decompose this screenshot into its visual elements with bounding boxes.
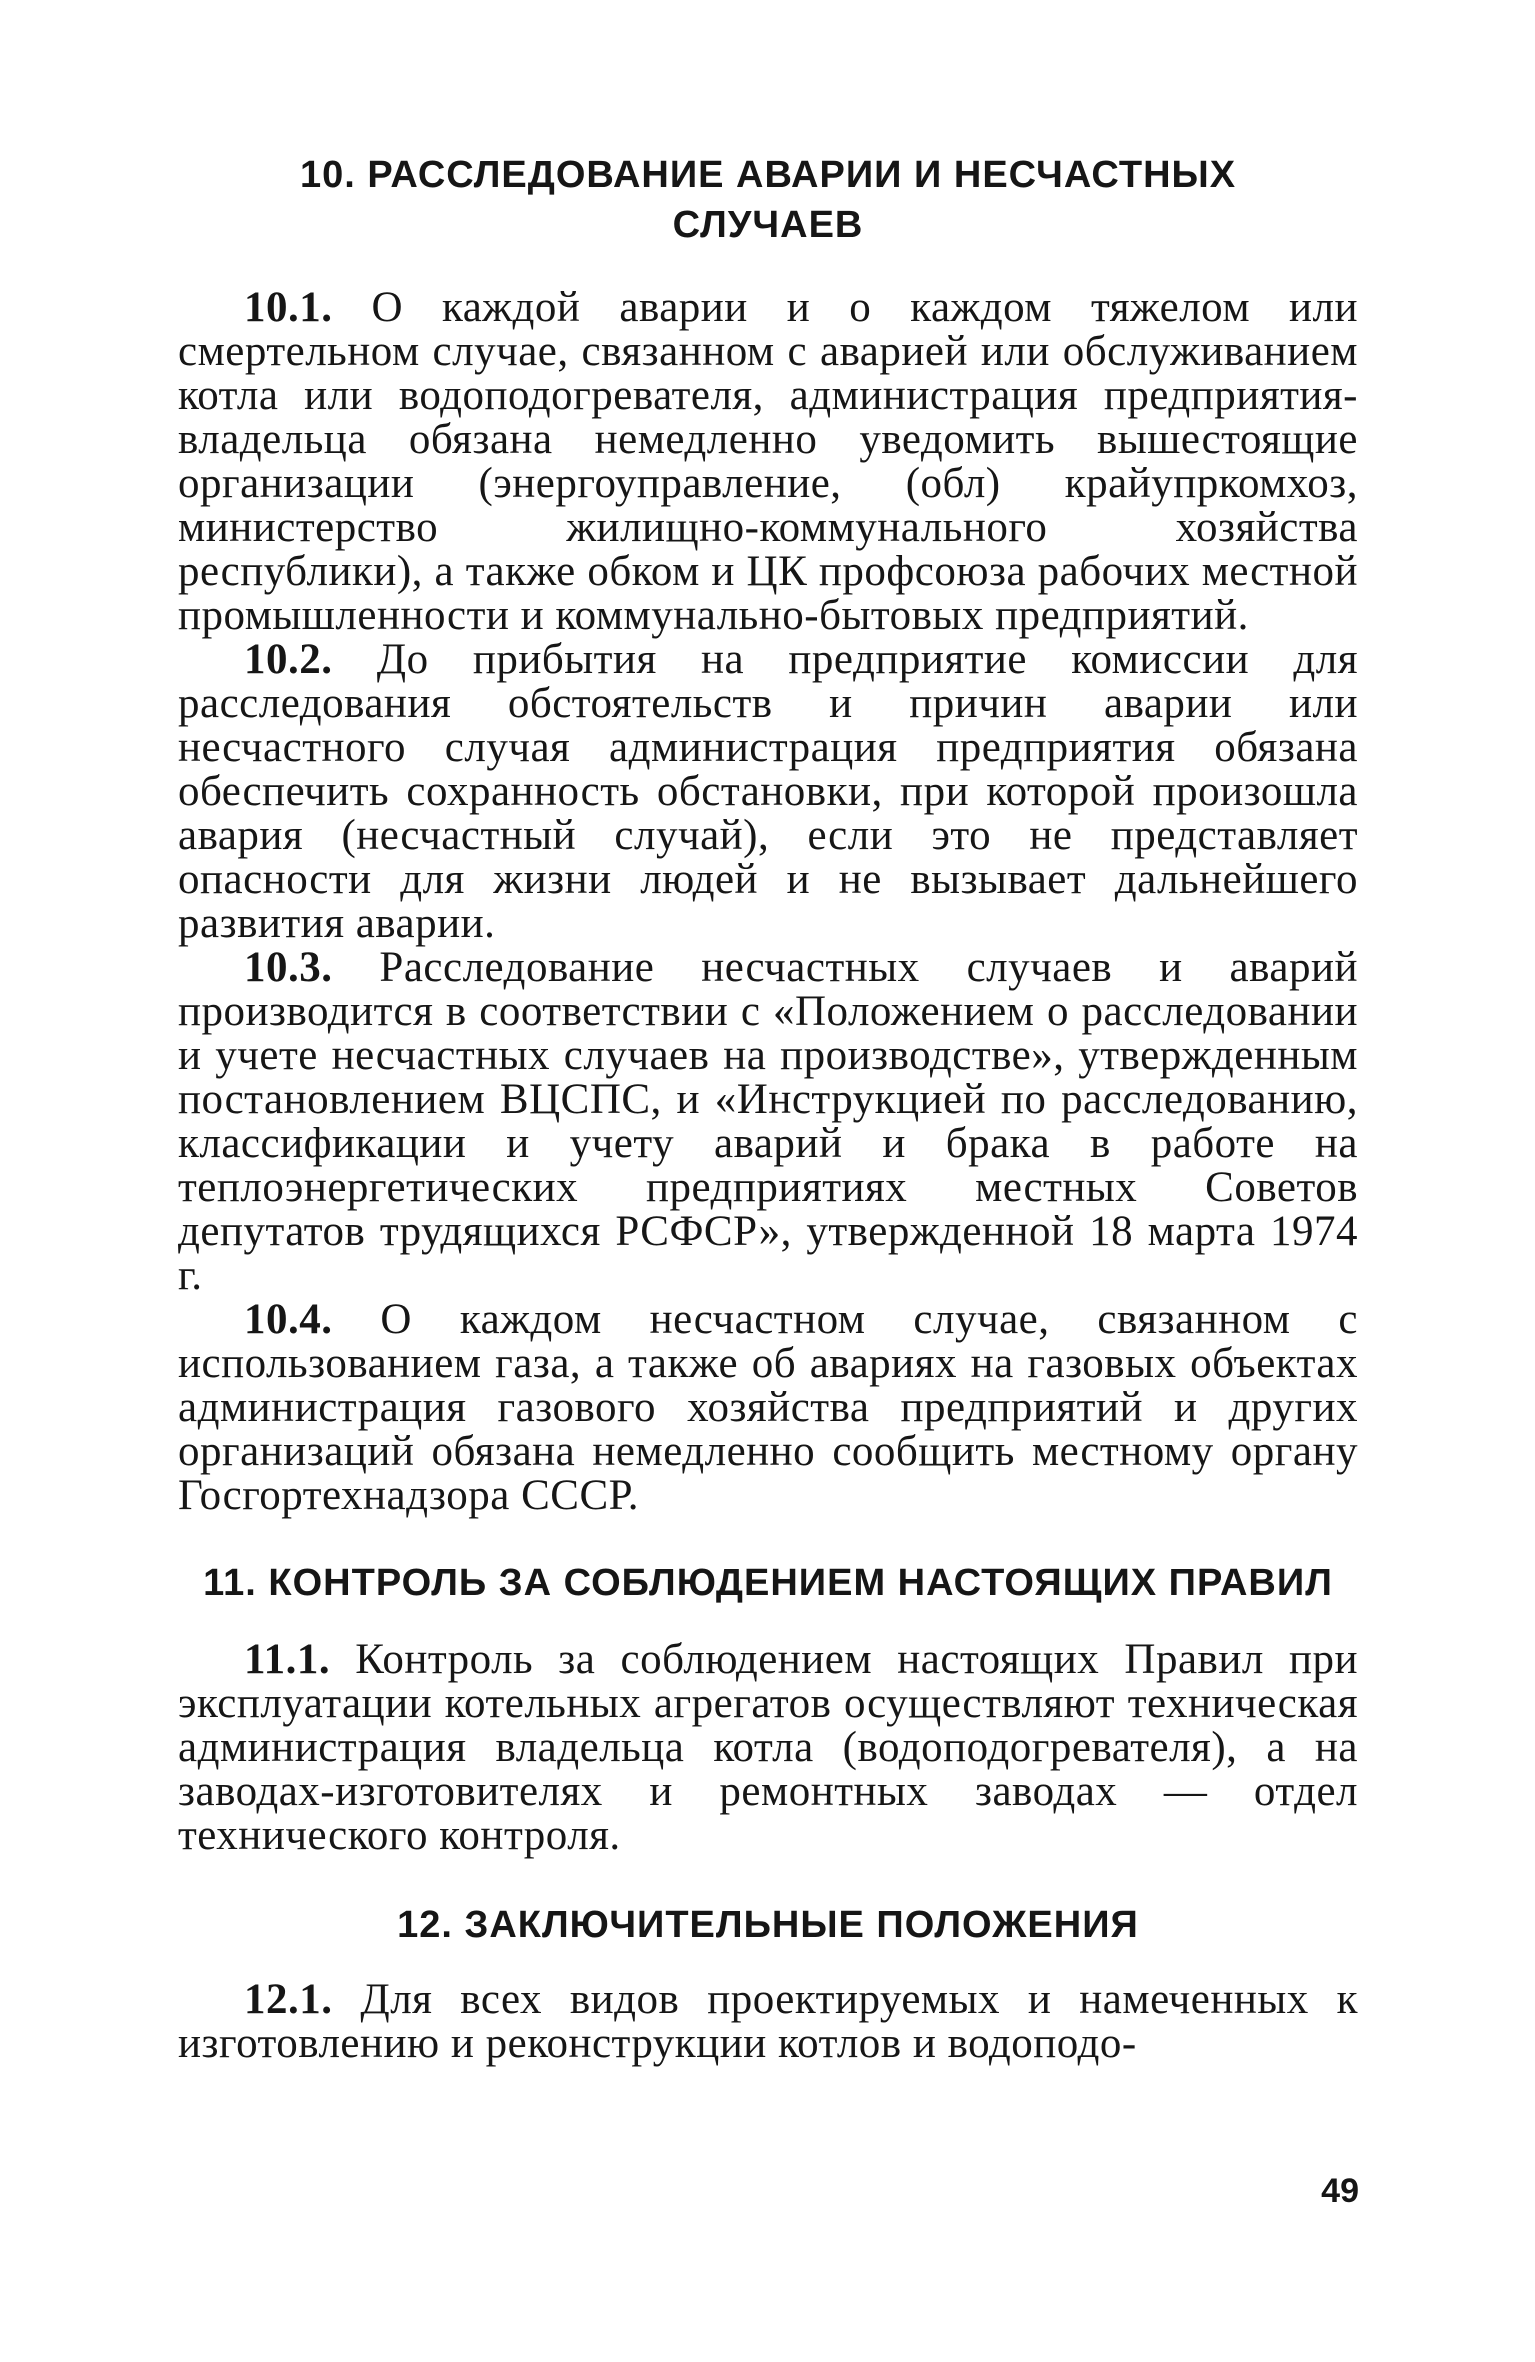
paragraph-10-1 (178, 286, 1358, 638)
paragraph-number: 10.4. (244, 1296, 333, 1343)
paragraph-number: 10.2. (244, 636, 333, 683)
paragraph-10-3 (178, 946, 1358, 1298)
document-page (178, 150, 1358, 2066)
paragraph-11-1 (178, 1638, 1358, 1858)
paragraph-text: Для всех видов проектируемых и намеченных к изготовлению и реконструкции котлов и водоподо- (178, 1976, 1358, 2067)
paragraph-text: О каждом несчастном случае, связанном с использованием газа, а также об авариях на газовых объектах администрация газового хозяйства предприятий и других организаций обязана немедленно сообщить местному органу Госгортехнадзора СССР. (178, 1296, 1358, 1519)
paragraph-12-1 (178, 1978, 1358, 2066)
paragraph-10-4 (178, 1298, 1358, 1518)
paragraph-text: Расследование несчастных случаев и аварий производится в соответствии с «Положением о расследовании и учете несчастных случаев на производстве», утвержденным постановлением ВЦСПС, и «Инструкцией по расследованию, классификации и учету аварий и брака в работе на теплоэнергетических предприятиях местных Советов депутатов трудящихся РСФСР», утвержденной 18 марта 1974 г. (178, 944, 1358, 1299)
paragraph-number: 10.1. (244, 284, 333, 331)
section-10-heading-line2: СЛУЧАЕВ (672, 204, 864, 246)
page-number: 49 (1321, 2172, 1359, 2210)
paragraph-10-2 (178, 638, 1358, 946)
section-11-heading: 11. КОНТРОЛЬ ЗА СОБЛЮДЕНИЕМ НАСТОЯЩИХ ПРАВИЛ (203, 1562, 1333, 1604)
section-12-heading: 12. ЗАКЛЮЧИТЕЛЬНЫЕ ПОЛОЖЕНИЯ (397, 1904, 1139, 1946)
paragraph-number: 11.1. (244, 1636, 331, 1683)
paragraph-text: О каждой аварии и о каждом тяжелом или смертельном случае, связанном с аварией или обслуживанием котла или водоподогревателя, администрация предприятия-владельца обязана немедленно уведомить вышестоящие организации (энергоуправление, (обл) крайупркомхоз, министерство жилищно-коммунального хозяйства республики), а также обком и ЦК профсоюза рабочих местной промышленности и коммунально-бытовых предприятий. (178, 284, 1358, 639)
paragraph-text: Контроль за соблюдением настоящих Правил при эксплуатации котельных агрегатов осуществляют техническая администрация владельца котла (водоподогревателя), а на заводах-изготовителях и ремонтных заводах — отдел технического контроля. (178, 1636, 1358, 1859)
paragraph-number: 10.3. (244, 944, 333, 991)
paragraph-number: 12.1. (244, 1976, 333, 2023)
paragraph-text: До прибытия на предприятие комиссии для расследования обстоятельств и причин аварии или несчастного случая администрация предприятия обязана обеспечить сохранность обстановки, при которой произошла авария (несчастный случай), если это не представляет опасности для жизни людей и не вызывает дальнейшего развития аварии. (178, 636, 1358, 947)
section-10-heading-line1: 10. РАССЛЕДОВАНИЕ АВАРИИ И НЕСЧАСТНЫХ (299, 154, 1237, 196)
section-10-heading (178, 150, 1358, 250)
